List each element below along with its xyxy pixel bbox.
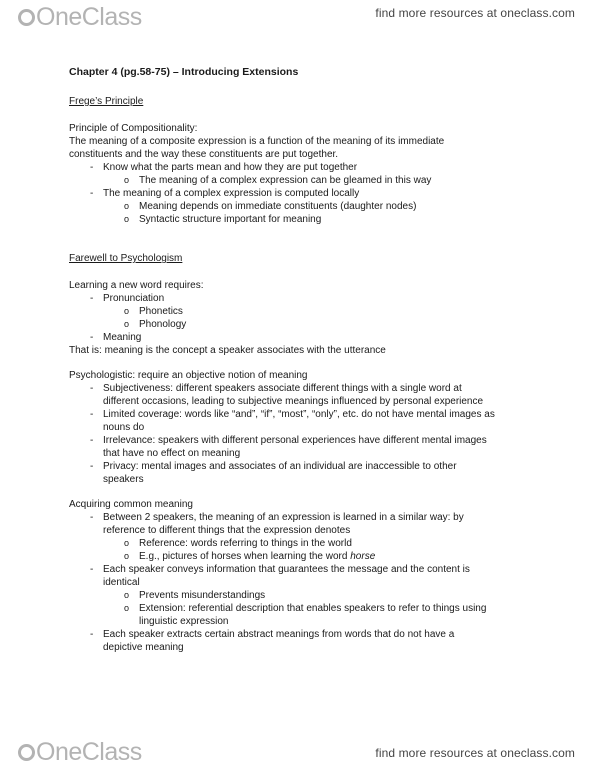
section-heading-freges-principle: Frege’s Principle <box>69 96 144 107</box>
bullet-continuation: depictive meaning <box>103 642 184 653</box>
bullet-item: - Pronunciation <box>69 292 569 305</box>
sub-bullet-item: o Meaning depends on immediate constituents (daughter nodes) <box>69 200 569 213</box>
oneclass-logo <box>18 5 142 30</box>
paragraph: Psychologistic: require an objective notion of meaning <box>69 370 308 381</box>
chapter-title: Chapter 4 (pg.58-75) – Introducing Extensions <box>69 66 299 78</box>
sub-bullet-text: E.g., pictures of horses when learning the word <box>139 551 351 562</box>
bullet-item: - Each speaker extracts certain abstract meanings from words that do not have a <box>69 628 569 641</box>
bullet-item: - Each speaker conveys information that guarantees the message and the content is <box>69 563 569 576</box>
oneclass-logo-footer <box>18 740 142 765</box>
sub-bullet-item: o The meaning of a complex expression can be gleamed in this way <box>69 174 569 187</box>
bullet-item: - Between 2 speakers, the meaning of an expression is learned in a similar way: by <box>69 511 569 524</box>
bullet-item: - Subjectiveness: different speakers associate different things with a single word at <box>69 382 569 395</box>
sub-bullet-continuation: linguistic expression <box>139 616 229 627</box>
bullet-item: - Privacy: mental images and associates of an individual are inaccessible to other <box>69 460 569 473</box>
header-tagline[interactable]: find more resources at oneclass.com <box>375 6 575 20</box>
bullet-item: - The meaning of a complex expression is computed locally <box>69 187 569 200</box>
bullet-continuation: identical <box>103 577 140 588</box>
paragraph: constituents and the way these constituents are put together. <box>69 149 339 160</box>
bullet-item: - Irrelevance: speakers with different personal experiences have different mental images <box>69 434 569 447</box>
sub-bullet-item: o Phonology <box>69 318 569 331</box>
bullet-item: - Know what the parts mean and how they are put together <box>69 161 569 174</box>
paragraph: Principle of Compositionality: <box>69 123 198 134</box>
sub-bullet-item: o Syntactic structure important for meaning <box>69 213 569 226</box>
sub-bullet-item: o Extension: referential description that enables speakers to refer to things using <box>69 602 569 615</box>
bullet-continuation: different occasions, leading to subjective meanings influenced by personal experience <box>103 396 484 407</box>
sub-bullet-item: o Prevents misunderstandings <box>69 589 569 602</box>
sub-bullet-item <box>69 550 569 563</box>
paragraph: Acquiring common meaning <box>69 499 193 510</box>
logo-o-icon <box>18 9 35 26</box>
logo-text: OneClass <box>36 3 142 31</box>
bullet-continuation: reference to different things that the expression denotes <box>103 525 351 536</box>
logo-text: OneClass <box>36 738 142 766</box>
section-heading-farewell-to-psychologism: Farewell to Psychologism <box>69 253 183 264</box>
sub-bullet-item: o Phonetics <box>69 305 569 318</box>
bullet-continuation: that have no effect on meaning <box>103 448 241 459</box>
paragraph: The meaning of a composite expression is a function of the meaning of its immediate <box>69 136 445 147</box>
bullet-item: - Meaning <box>69 331 569 344</box>
logo-o-icon <box>18 744 35 761</box>
bullet-continuation: nouns do <box>103 422 145 433</box>
bullet-item: - Limited coverage: words like “and”, “if”, “most”, “only”, etc. do not have mental images as <box>69 408 569 421</box>
paragraph: That is: meaning is the concept a speaker associates with the utterance <box>69 345 386 356</box>
sub-bullet-item: o Reference: words referring to things in the world <box>69 537 569 550</box>
bullet-continuation: speakers <box>103 474 144 485</box>
paragraph: Learning a new word requires: <box>69 280 204 291</box>
document-body <box>69 66 569 654</box>
emphasized-word: horse <box>350 551 376 562</box>
footer-tagline[interactable]: find more resources at oneclass.com <box>375 746 575 760</box>
